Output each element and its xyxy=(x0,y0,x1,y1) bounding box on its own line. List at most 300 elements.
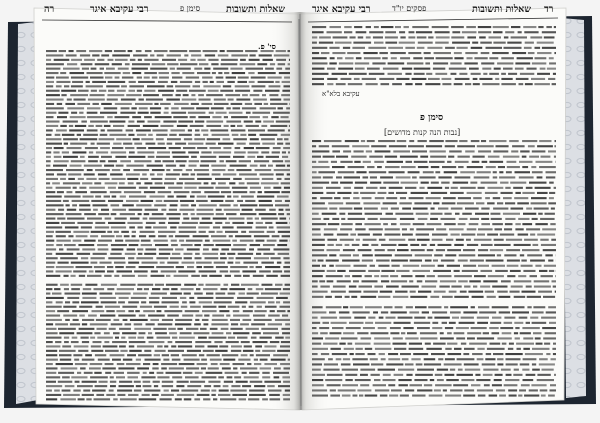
text-line-fragment xyxy=(546,26,552,28)
text-line-fragment xyxy=(171,129,185,131)
text-line-fragment xyxy=(134,270,148,272)
text-line-fragment xyxy=(276,301,280,303)
text-line-fragment xyxy=(128,134,134,136)
text-line-fragment xyxy=(111,244,127,246)
text-line-fragment xyxy=(253,275,264,277)
text-line-fragment xyxy=(452,317,459,319)
text-line-fragment xyxy=(46,129,53,131)
text-line-fragment xyxy=(137,121,145,123)
text-line-fragment xyxy=(528,52,535,54)
text-line-fragment xyxy=(156,156,170,158)
text-line-fragment xyxy=(74,359,79,361)
text-line-fragment xyxy=(173,116,187,118)
text-line-fragment xyxy=(226,213,237,215)
text-line-fragment xyxy=(127,178,138,180)
text-line-fragment xyxy=(464,62,477,64)
text-line-fragment xyxy=(170,226,176,228)
text-line-fragment xyxy=(550,384,556,386)
text-line-fragment xyxy=(128,262,139,264)
text-line-fragment xyxy=(445,327,453,329)
text-line-fragment xyxy=(483,369,498,371)
text-line-fragment xyxy=(202,218,211,220)
text-line-fragment xyxy=(46,248,56,250)
text-line-fragment xyxy=(354,187,363,189)
text-line-fragment xyxy=(155,182,163,184)
text-line-fragment xyxy=(391,389,402,391)
text-line-fragment xyxy=(249,394,266,396)
text-line-fragment xyxy=(126,173,140,175)
text-line-fragment xyxy=(131,107,136,109)
text-line-fragment xyxy=(354,208,362,210)
text-line-fragment xyxy=(267,240,277,242)
text-line-fragment xyxy=(263,244,275,246)
text-line-fragment xyxy=(329,311,336,313)
text-line-fragment xyxy=(57,310,69,312)
text-line-fragment xyxy=(64,341,69,343)
text-line-fragment xyxy=(56,253,73,255)
text-line-fragment xyxy=(265,266,280,268)
text-line-fragment xyxy=(150,187,165,189)
text-line-fragment xyxy=(470,182,477,184)
text-line-fragment xyxy=(104,107,118,109)
text-line-fragment xyxy=(203,288,217,290)
text-line-fragment xyxy=(161,209,166,211)
text-line-fragment xyxy=(179,363,195,365)
text-line-fragment xyxy=(269,85,281,87)
text-line-fragment xyxy=(335,42,352,44)
text-line-fragment xyxy=(312,249,324,251)
text-line-fragment xyxy=(449,322,456,324)
text-line-fragment xyxy=(393,337,403,339)
text-line-fragment xyxy=(210,81,214,83)
text-line-fragment xyxy=(362,254,373,256)
text-line-fragment xyxy=(389,171,405,173)
text-line-fragment xyxy=(91,143,95,145)
text-line-fragment xyxy=(210,328,218,330)
text-line-fragment xyxy=(378,369,395,371)
text-line-fragment xyxy=(276,121,290,123)
text-line-fragment xyxy=(190,116,196,118)
right-header-title: שאלות ותשובות xyxy=(472,4,531,15)
text-line-fragment xyxy=(67,218,84,220)
text-line-fragment xyxy=(415,254,432,256)
text-line-fragment xyxy=(158,191,172,193)
text-line-fragment xyxy=(270,99,281,101)
text-line-fragment xyxy=(312,337,323,339)
text-line-fragment xyxy=(477,322,488,324)
text-line-fragment xyxy=(261,218,278,220)
text-line-fragment xyxy=(199,187,214,189)
text-line-fragment xyxy=(138,112,149,114)
text-line-fragment xyxy=(205,240,210,242)
text-line-fragment xyxy=(544,36,555,38)
text-line-fragment xyxy=(525,42,534,44)
text-line-fragment xyxy=(59,350,76,352)
text-line-fragment xyxy=(455,213,460,215)
text-line-fragment xyxy=(159,253,170,255)
text-line-fragment xyxy=(528,145,535,147)
text-line-fragment xyxy=(247,156,255,158)
text-line-fragment xyxy=(240,63,256,65)
text-line-fragment xyxy=(337,234,348,236)
text-line-fragment xyxy=(515,171,531,173)
text-line-fragment xyxy=(535,187,551,189)
text-line-fragment xyxy=(152,77,158,79)
text-line-fragment xyxy=(231,54,248,56)
text-line-fragment xyxy=(84,165,102,167)
text-line-fragment xyxy=(116,310,125,312)
text-line-fragment xyxy=(145,248,156,250)
text-line-fragment xyxy=(380,187,386,189)
text-line-fragment xyxy=(251,337,257,339)
text-line-fragment xyxy=(119,297,129,299)
text-line-fragment xyxy=(179,134,192,136)
text-line-fragment xyxy=(46,394,61,396)
text-line-fragment xyxy=(228,169,235,171)
text-line-fragment xyxy=(46,328,57,330)
text-line-fragment xyxy=(204,182,209,184)
text-line-fragment xyxy=(77,103,90,105)
text-line-fragment xyxy=(231,116,248,118)
text-line-fragment xyxy=(522,327,539,329)
text-line-fragment xyxy=(327,68,335,70)
text-line-fragment xyxy=(327,270,336,272)
text-line-fragment xyxy=(414,161,428,163)
text-line-fragment xyxy=(170,257,182,259)
text-line-fragment xyxy=(328,358,333,360)
text-line-fragment xyxy=(229,112,243,114)
text-line-fragment xyxy=(259,213,277,215)
text-line-fragment xyxy=(554,156,556,158)
text-line-fragment xyxy=(178,270,195,272)
text-line-fragment xyxy=(116,138,131,140)
text-line-fragment xyxy=(487,296,496,298)
text-line-fragment xyxy=(230,319,240,321)
text-line-fragment xyxy=(121,337,125,339)
text-line-fragment xyxy=(457,47,468,49)
text-line-fragment xyxy=(68,235,73,237)
text-line-fragment xyxy=(496,389,505,391)
text-line-fragment xyxy=(409,343,422,345)
text-line-fragment xyxy=(383,68,399,70)
text-line-fragment xyxy=(89,367,101,369)
text-line-fragment xyxy=(111,226,126,228)
text-line-fragment xyxy=(185,376,199,378)
text-line-fragment xyxy=(443,389,447,391)
right-signature: עקיבא בלא"א xyxy=(322,90,360,98)
text-line-fragment xyxy=(99,178,110,180)
text-line-fragment xyxy=(280,218,287,220)
text-line-fragment xyxy=(381,83,390,85)
text-line-fragment xyxy=(273,354,288,356)
text-line-fragment xyxy=(523,26,536,28)
text-line-fragment xyxy=(455,161,469,163)
text-line-fragment xyxy=(251,77,266,79)
text-line-fragment xyxy=(370,176,377,178)
text-line-fragment xyxy=(242,385,251,387)
text-line-fragment xyxy=(464,286,470,288)
text-line-fragment xyxy=(509,140,519,142)
text-line-fragment xyxy=(403,327,413,329)
text-line-fragment xyxy=(262,143,275,145)
text-line-fragment xyxy=(99,138,115,140)
text-line-fragment xyxy=(418,42,433,44)
text-line-fragment xyxy=(492,384,502,386)
text-line-fragment xyxy=(172,359,181,361)
text-line-fragment xyxy=(458,280,468,282)
text-line-fragment xyxy=(142,394,150,396)
text-line-fragment xyxy=(448,156,454,158)
text-line-fragment xyxy=(79,275,85,277)
text-line-fragment xyxy=(104,341,109,343)
text-line-fragment xyxy=(151,293,167,295)
text-line-fragment xyxy=(438,275,452,277)
text-line-fragment xyxy=(355,353,364,355)
text-line-fragment xyxy=(393,150,410,152)
text-line-fragment xyxy=(360,384,369,386)
text-line-fragment xyxy=(336,156,348,158)
text-line-fragment xyxy=(260,165,266,167)
text-line-fragment xyxy=(257,156,264,158)
text-line-fragment xyxy=(429,395,443,397)
text-line-fragment xyxy=(129,226,135,228)
text-line-fragment xyxy=(386,197,397,199)
text-line-fragment xyxy=(185,182,202,184)
text-line-fragment xyxy=(213,68,228,70)
text-line-fragment xyxy=(527,68,537,70)
text-line-fragment xyxy=(312,363,322,365)
text-line-fragment xyxy=(94,182,101,184)
text-line-fragment xyxy=(157,337,171,339)
text-line-fragment xyxy=(129,209,143,211)
text-line-fragment xyxy=(514,280,532,282)
text-line-fragment xyxy=(477,337,494,339)
text-line-fragment xyxy=(163,359,169,361)
text-line-fragment xyxy=(71,284,83,286)
text-line-fragment xyxy=(389,395,398,397)
text-line-fragment xyxy=(431,192,447,194)
text-line-fragment xyxy=(163,160,175,162)
text-line-fragment xyxy=(116,165,124,167)
text-line-fragment xyxy=(139,107,148,109)
text-line-fragment xyxy=(63,394,80,396)
text-line-fragment xyxy=(46,85,53,87)
text-line-fragment xyxy=(472,161,480,163)
text-line-fragment xyxy=(282,315,288,317)
text-line-fragment xyxy=(58,381,73,383)
text-line-fragment xyxy=(486,353,491,355)
text-line-fragment xyxy=(365,306,382,308)
text-line-fragment xyxy=(128,156,145,158)
text-line-fragment xyxy=(195,345,204,347)
text-line-fragment xyxy=(122,306,137,308)
text-line-fragment xyxy=(444,306,448,308)
text-line-fragment xyxy=(326,275,343,277)
text-line-fragment xyxy=(138,81,155,83)
text-line-fragment xyxy=(73,187,77,189)
text-line-fragment xyxy=(444,363,462,365)
text-line-fragment xyxy=(419,176,435,178)
text-line-fragment xyxy=(162,381,173,383)
text-line-fragment xyxy=(515,192,521,194)
text-line-fragment xyxy=(152,129,167,131)
text-line-fragment xyxy=(394,322,411,324)
text-line-fragment xyxy=(492,265,505,267)
text-line-fragment xyxy=(46,147,52,149)
text-line-fragment xyxy=(115,156,126,158)
text-line-fragment xyxy=(411,192,428,194)
text-line-fragment xyxy=(81,257,88,259)
text-line-fragment xyxy=(493,353,503,355)
text-line-fragment xyxy=(46,50,57,52)
text-line-fragment xyxy=(63,200,69,202)
text-line-fragment xyxy=(250,54,256,56)
text-line-fragment xyxy=(144,191,155,193)
text-line-fragment xyxy=(287,310,290,312)
text-line-fragment xyxy=(97,328,107,330)
text-line-fragment xyxy=(312,62,328,64)
text-line-fragment xyxy=(118,301,125,303)
text-line-fragment xyxy=(150,196,165,198)
text-line-fragment xyxy=(467,244,478,246)
text-line-fragment xyxy=(323,176,333,178)
text-line-fragment xyxy=(233,310,240,312)
text-line-fragment xyxy=(157,372,164,374)
text-line-fragment xyxy=(281,275,290,277)
text-line-fragment xyxy=(167,54,181,56)
text-line-fragment xyxy=(473,197,482,199)
text-line-fragment xyxy=(228,262,234,264)
right-page-number: רד xyxy=(544,4,554,15)
right-siman-heading: סימן פ xyxy=(420,113,444,123)
text-line-fragment xyxy=(91,90,97,92)
text-line-fragment xyxy=(428,36,433,38)
text-line-fragment xyxy=(430,150,446,152)
text-line-fragment xyxy=(532,369,540,371)
text-line-fragment xyxy=(112,147,123,149)
text-line-fragment xyxy=(236,169,251,171)
text-line-fragment xyxy=(179,337,195,339)
text-line-fragment xyxy=(469,68,479,70)
text-line-fragment xyxy=(543,337,556,339)
text-line-fragment xyxy=(110,134,127,136)
text-line-fragment xyxy=(478,228,493,230)
text-line-fragment xyxy=(123,143,132,145)
text-line-fragment xyxy=(79,315,85,317)
text-line-fragment xyxy=(46,337,62,339)
text-line-fragment xyxy=(150,112,160,114)
text-line-fragment xyxy=(81,337,89,339)
text-line-fragment xyxy=(175,319,192,321)
text-line-fragment xyxy=(148,156,155,158)
text-line-fragment xyxy=(465,150,474,152)
text-line-fragment xyxy=(82,297,96,299)
text-line-fragment xyxy=(522,291,536,293)
text-line-fragment xyxy=(158,81,168,83)
text-line-fragment xyxy=(231,248,246,250)
text-line-fragment xyxy=(113,332,120,334)
text-line-fragment xyxy=(423,171,434,173)
text-line-fragment xyxy=(545,213,555,215)
text-line-fragment xyxy=(117,90,126,92)
text-line-fragment xyxy=(157,345,162,347)
text-line-fragment xyxy=(223,147,231,149)
text-line-fragment xyxy=(458,369,463,371)
text-line-fragment xyxy=(495,78,499,80)
text-line-fragment xyxy=(475,374,480,376)
text-line-fragment xyxy=(211,107,224,109)
text-line-fragment xyxy=(420,156,428,158)
text-line-fragment xyxy=(118,367,134,369)
text-line-fragment xyxy=(472,296,484,298)
text-line-fragment xyxy=(180,332,192,334)
text-line-fragment xyxy=(452,42,470,44)
text-line-fragment xyxy=(72,151,86,153)
text-line-fragment xyxy=(463,311,477,313)
text-line-fragment xyxy=(492,286,507,288)
text-line-fragment xyxy=(504,384,518,386)
text-line-fragment xyxy=(451,187,458,189)
text-line-fragment xyxy=(277,178,282,180)
text-line-fragment xyxy=(204,385,211,387)
text-line-fragment xyxy=(379,317,384,319)
text-line-fragment xyxy=(256,354,270,356)
text-line-fragment xyxy=(124,235,130,237)
text-line-fragment xyxy=(176,266,184,268)
text-line-fragment xyxy=(203,81,208,83)
text-line-fragment xyxy=(46,54,63,56)
text-line-fragment xyxy=(541,244,556,246)
text-line-fragment xyxy=(328,202,343,204)
text-line-fragment xyxy=(381,358,386,360)
text-line-fragment xyxy=(342,395,351,397)
text-line-fragment xyxy=(443,197,456,199)
text-line-fragment xyxy=(108,160,117,162)
text-line-fragment xyxy=(46,350,57,352)
text-line-fragment xyxy=(391,280,407,282)
text-line-fragment xyxy=(478,306,489,308)
text-line-fragment xyxy=(188,151,199,153)
text-line-fragment xyxy=(120,213,135,215)
text-line-fragment xyxy=(117,288,134,290)
text-line-fragment xyxy=(89,50,102,52)
text-line-fragment xyxy=(352,145,369,147)
text-line-fragment xyxy=(79,328,95,330)
text-line-fragment xyxy=(261,182,279,184)
text-line-fragment xyxy=(388,358,400,360)
text-line-fragment xyxy=(100,112,117,114)
text-line-fragment xyxy=(435,374,443,376)
text-line-fragment xyxy=(451,26,464,28)
text-line-fragment xyxy=(138,337,145,339)
text-line-fragment xyxy=(454,57,463,59)
text-line-fragment xyxy=(200,328,207,330)
text-line-fragment xyxy=(77,222,92,224)
text-line-fragment xyxy=(536,161,553,163)
text-line-fragment xyxy=(206,372,223,374)
text-line-fragment xyxy=(71,160,86,162)
text-line-fragment xyxy=(511,286,523,288)
text-line-fragment xyxy=(112,341,127,343)
text-line-fragment xyxy=(529,389,538,391)
text-line-fragment xyxy=(519,161,533,163)
text-line-fragment xyxy=(67,248,80,250)
text-line-fragment xyxy=(161,394,174,396)
text-line-fragment xyxy=(120,284,135,286)
text-line-fragment xyxy=(256,266,262,268)
text-line-fragment xyxy=(175,398,182,400)
text-line-fragment xyxy=(353,192,358,194)
